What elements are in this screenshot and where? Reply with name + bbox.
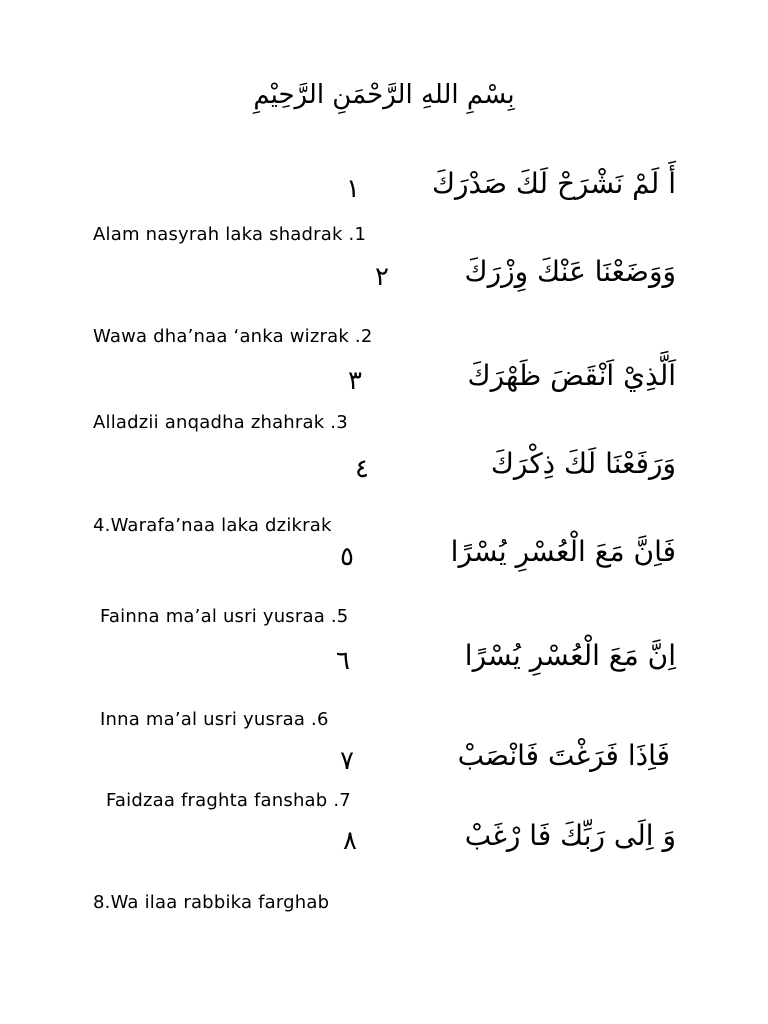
verse-3-arabic: اَلَّذِيْ اَنْقَضَ ظَهْرَكَ xyxy=(467,359,676,392)
verse-6-arabic: اِنَّ مَعَ الْعُسْرِ يُسْرًا xyxy=(464,639,676,672)
verse-2-number: ٢ xyxy=(375,262,389,292)
verse-4-number: ٤ xyxy=(355,454,369,484)
verse-4-transliteration: 4.Warafa’naa laka dzikrak xyxy=(93,515,332,536)
verse-5-transliteration: Fainna ma’al usri yusraa .5 xyxy=(100,606,349,627)
verse-7-number: ٧ xyxy=(340,746,354,776)
verse-3-number: ٣ xyxy=(348,366,362,396)
verse-5-number: ٥ xyxy=(340,542,354,572)
verse-5-arabic: فَاِنَّ مَعَ الْعُسْرِ يُسْرًا xyxy=(450,535,676,568)
basmala-heading: بِسْمِ اللهِ الرَّحْمَنِ الرَّحِيْمِ xyxy=(253,80,515,110)
verse-1-transliteration: Alam nasyrah laka shadrak .1 xyxy=(93,224,367,245)
verse-6-number: ٦ xyxy=(336,646,350,676)
verse-4-arabic: وَرَفَعْنَا لَكَ ذِكْرَكَ xyxy=(490,447,676,480)
verse-6-transliteration: Inna ma’al usri yusraa .6 xyxy=(100,709,329,730)
verse-2-arabic: وَوَضَعْنَا عَنْكَ وِزْرَكَ xyxy=(464,255,676,288)
verse-8-arabic: وَ اِلَى رَبِّكَ فَا رْغَبْ xyxy=(464,819,676,852)
verse-7-arabic: فَاِذَا فَرَغْتَ فَانْصَبْ xyxy=(457,739,670,772)
verse-7-transliteration: Faidzaa fraghta fanshab .7 xyxy=(106,790,351,811)
verse-8-transliteration: 8.Wa ilaa rabbika farghab xyxy=(93,892,330,913)
verse-3-transliteration: Alladzii anqadha zhahrak .3 xyxy=(93,412,348,433)
verse-2-transliteration: Wawa dha’naa ‘anka wizrak .2 xyxy=(93,326,373,347)
verse-8-number: ٨ xyxy=(343,826,357,856)
verse-1-number: ١ xyxy=(346,174,360,204)
verse-1-arabic: أَ لَمْ نَشْرَحْ لَكَ صَدْرَكَ xyxy=(431,167,676,200)
